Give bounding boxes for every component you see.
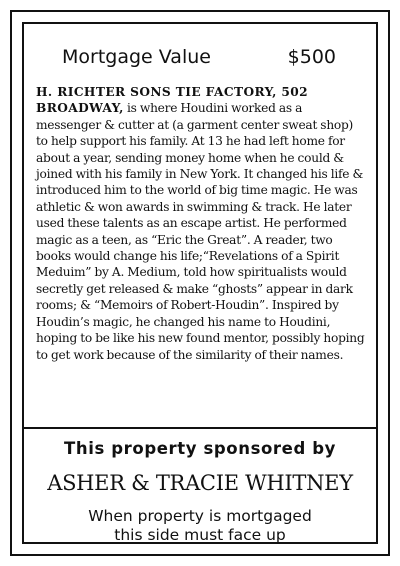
mortgage-label: Mortgage Value <box>62 46 211 68</box>
story-lead: H. RICHTER SONS TIE FACTORY, 502 BROADWAY, <box>36 85 309 116</box>
mortgage-amount: $500 <box>287 46 336 68</box>
sponsor-name: ASHER & TRACIE WHITNEY <box>47 471 353 495</box>
story-body: is where Houdini worked as a messenger & cutter at (a garment center sweat shop) to help support his family. At 13 he had left home for about a year, sending money home when he could & joined with his family in New York. It changed his life & introduced him to the world of big time magic. He was athletic & won awards in swimming & track. He later used these talents as an escape artist. He performed magic as a teen, as “Eric the Great”. A reader, two books would change his life;“Revelations of a Spirit Meduim” by A. Medium, told how spiritualists would secretly get released & make “ghosts” appear in dark rooms; & “Memoirs of Robert-Houdin”. Inspired by Houdin’s magic, he changed his name to Houdini, hoping to be like his new found mentor, possibly hoping to get work because of the similarity of their names. <box>36 101 365 362</box>
card-inner-frame <box>22 22 378 544</box>
property-card <box>10 10 390 556</box>
divider-line <box>24 427 376 429</box>
mortgage-note-line-1: When property is mortgaged <box>88 507 312 525</box>
sponsor-caption: This property sponsored by <box>64 439 336 458</box>
mortgage-note-line-2: this side must face up <box>114 526 286 544</box>
story-text <box>36 84 366 363</box>
mortgage-note <box>24 507 376 545</box>
